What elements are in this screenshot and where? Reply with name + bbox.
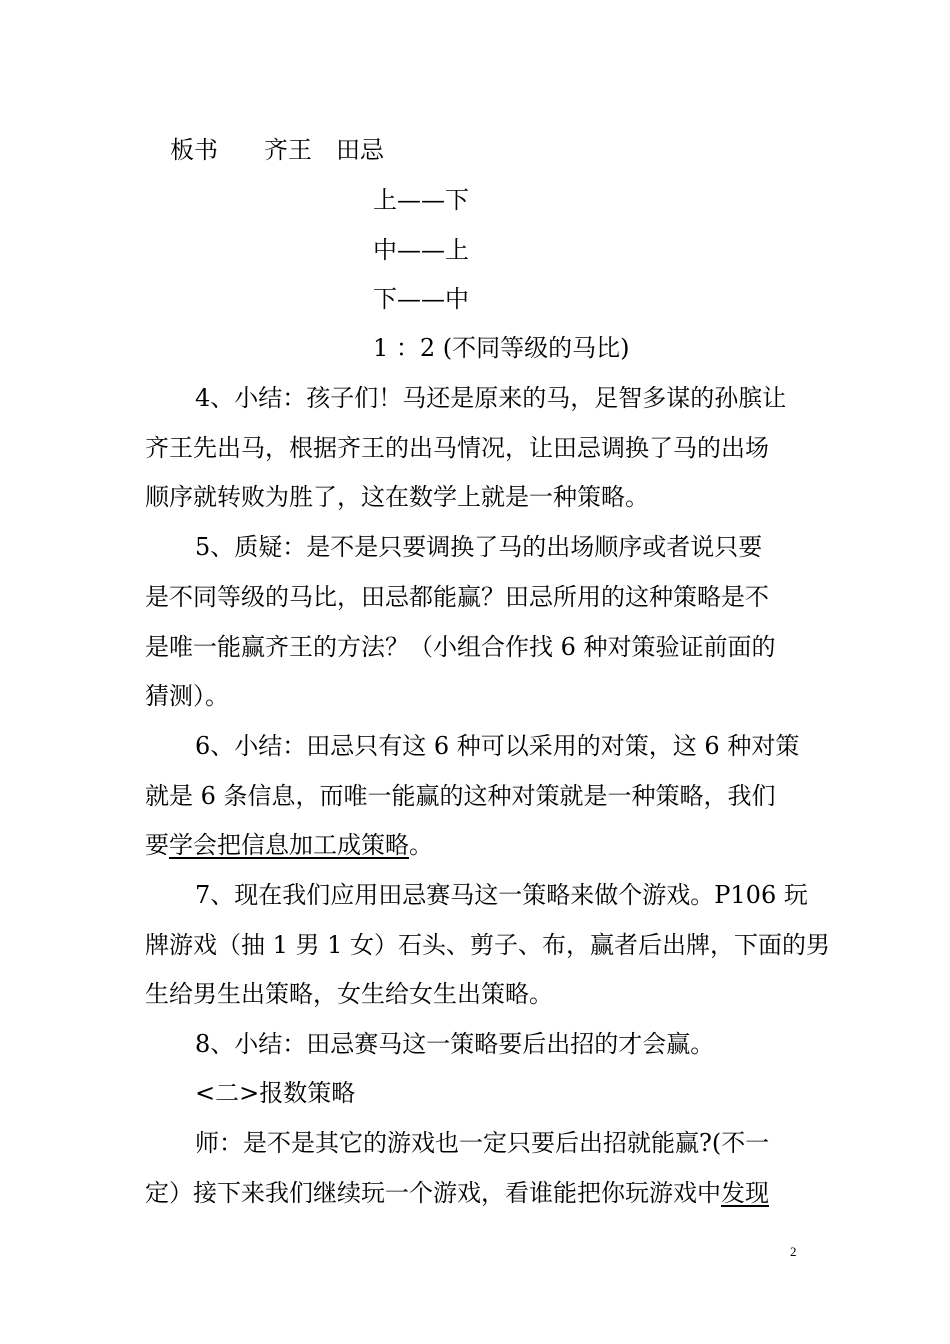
paragraph-6-line-3 — [145, 830, 433, 860]
teacher-line-1: 师：是不是其它的游戏也一定只要后出招就能赢?(不一 — [195, 1129, 770, 1157]
board-qi-wang: 齐王 — [264, 136, 312, 164]
underlined-key-phrase: 学会把信息加工成策略 — [169, 831, 409, 859]
paragraph-6-line-2: 就是 6 条信息，而唯一能赢的这种对策就是一种策略，我们 — [145, 782, 776, 810]
paragraph-5-line-1: 5、质疑：是不是只要调换了马的出场顺序或者说只要 — [195, 533, 763, 561]
paragraph-6-line-3-prefix: 要 — [145, 831, 169, 859]
section-2-title: <二>报数策略 — [195, 1079, 356, 1107]
paragraph-4-line-1: 4、小结：孩子们！马还是原来的马，足智多谋的孙膑让 — [195, 384, 787, 412]
board-row-2: 中——上 — [373, 236, 469, 264]
paragraph-4-line-3: 顺序就转败为胜了，这在数学上就是一种策略。 — [145, 483, 649, 511]
board-label: 板书 — [170, 136, 218, 164]
board-tian-ji: 田忌 — [336, 136, 384, 164]
teacher-line-2 — [145, 1178, 769, 1208]
underlined-discovery: 发现 — [721, 1179, 769, 1207]
paragraph-5-line-2: 是不同等级的马比，田忌都能赢？田忌所用的这种策略是不 — [145, 583, 769, 611]
paragraph-4-line-2: 齐王先出马，根据齐王的出马情况，让田忌调换了马的出场 — [145, 434, 769, 462]
paragraph-5-line-4: 猜测）。 — [145, 682, 229, 710]
paragraph-7-line-3: 生给男生出策略，女生给女生出策略。 — [145, 980, 553, 1008]
board-header — [170, 135, 384, 165]
board-result: 1 ：2 (不同等级的马比) — [373, 334, 630, 362]
board-row-1: 上——下 — [373, 186, 469, 214]
teacher-line-2-text: 定）接下来我们继续玩一个游戏，看谁能把你玩游戏中 — [145, 1179, 721, 1207]
paragraph-7-line-2: 牌游戏（抽 1 男 1 女）石头、剪子、布，赢者后出牌，下面的男 — [145, 931, 831, 959]
paragraph-8-line-1: 8、小结：田忌赛马这一策略要后出招的才会赢。 — [195, 1030, 715, 1058]
paragraph-6-line-3-suffix: 。 — [409, 831, 433, 859]
page-number: 2 — [790, 1244, 797, 1259]
board-row-3: 下——中 — [373, 285, 469, 313]
paragraph-5-line-3: 是唯一能赢齐王的方法？（小组合作找 6 种对策验证前面的 — [145, 633, 776, 661]
paragraph-6-line-1: 6、小结：田忌只有这 6 种可以采用的对策，这 6 种对策 — [195, 732, 800, 760]
paragraph-7-line-1: 7、现在我们应用田忌赛马这一策略来做个游戏。P106 玩 — [195, 881, 808, 909]
